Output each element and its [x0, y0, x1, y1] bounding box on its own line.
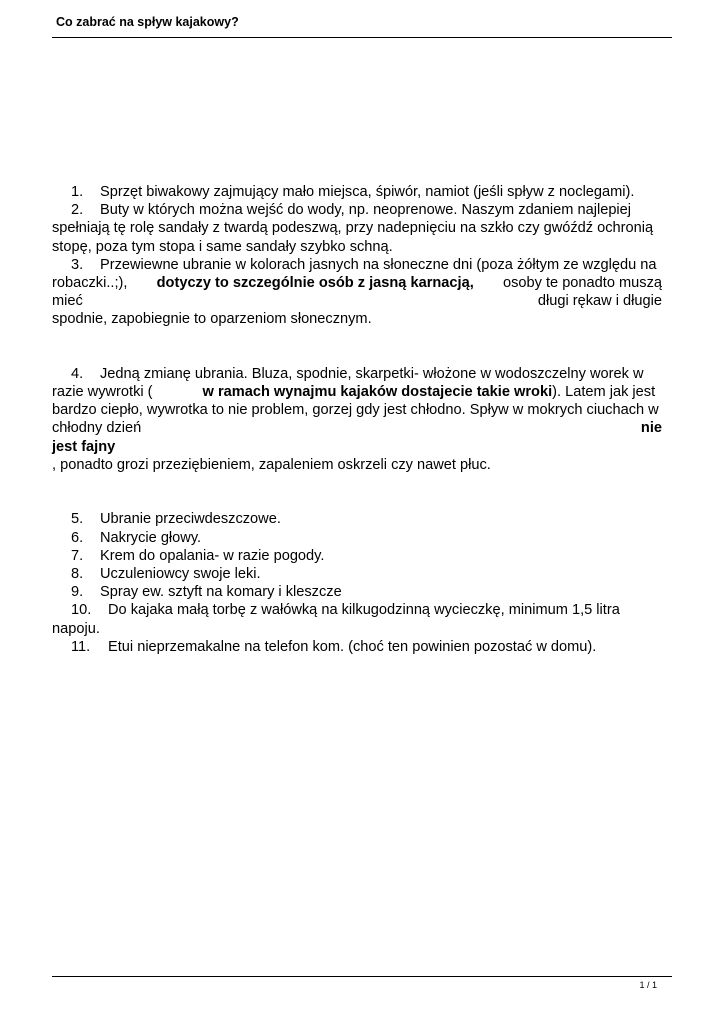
list-text: długi rękaw i długie	[537, 293, 662, 310]
list-text: stopę, poza tym stopa i same sandały szybko schną.	[52, 238, 393, 255]
emphasis-text: nie	[640, 420, 662, 437]
page-footer	[52, 976, 672, 990]
list-item-7	[52, 547, 662, 565]
list-number: 8.	[71, 565, 84, 582]
list-text: spodnie, zapobiegnie to oparzeniom słonecznym.	[52, 311, 372, 328]
list-item-10	[52, 601, 662, 637]
list-text: Jedną zmianę ubrania. Bluza, spodnie, skarpetki- włożone w wodoszczelny worek w	[100, 365, 644, 382]
list-number: 11.	[71, 638, 91, 655]
emphasis-text: dotyczy to szczególnie osób z jasną karnacją,	[156, 274, 474, 291]
list-number: 2.	[71, 202, 84, 219]
list-number: 4.	[71, 365, 84, 382]
list-number: 5.	[71, 511, 84, 528]
list-text: bardzo ciepło, wywrotka to nie problem, gorzej gdy jest chłodno. Spływ w mokrych ciuchach w	[52, 402, 659, 419]
list-text: spełniają tę rolę sandały z twardą podeszwą, przy nadepnięciu na szkło czy gwóźdź ochronią	[52, 220, 654, 237]
emphasis-text: jest fajny	[52, 438, 116, 455]
list-text: Krem do opalania- w razie pogody.	[100, 547, 325, 564]
list-text: Ubranie przeciwdeszczowe.	[100, 511, 281, 528]
list-item-9	[52, 583, 662, 601]
list-text: napoju.	[52, 620, 100, 637]
list-text: chłodny dzień	[52, 420, 142, 437]
list-number: 7.	[71, 547, 84, 564]
list-text: ). Latem jak jest	[552, 384, 656, 401]
list-text: Do kajaka małą torbę z wałówką na kilkugodzinną wycieczkę, minimum 1,5 litra	[108, 602, 620, 619]
list-text: robaczki..;),	[52, 274, 128, 291]
list-text: Sprzęt biwakowy zajmujący mało miejsca, śpiwór, namiot (jeśli spływ z noclegami).	[100, 184, 635, 200]
list-item-11	[52, 638, 662, 656]
list-item-2	[52, 201, 662, 256]
list-item-6	[52, 529, 662, 547]
list-text: Spray ew. sztyft na komary i kleszcze	[100, 584, 342, 601]
list-text: Buty w których można wejść do wody, np. neoprenowe. Naszym zdaniem najlepiej	[100, 202, 632, 219]
list-item-3	[52, 256, 662, 329]
list-text: Etui nieprzemakalne na telefon kom. (choć ten powinien pozostać w domu).	[108, 638, 597, 655]
list-text: osoby te ponadto muszą	[502, 274, 662, 291]
list-text: Nakrycie głowy.	[100, 529, 202, 546]
list-item-4	[52, 365, 662, 474]
page-number: 1 / 1	[639, 980, 657, 990]
document-body	[52, 183, 662, 656]
list-text: razie wywrotki (	[52, 384, 153, 401]
list-text: mieć	[52, 293, 83, 310]
list-text: Przewiewne ubranie w kolorach jasnych na słoneczne dni (poza żółtym ze względu na	[100, 256, 657, 273]
list-item-1	[52, 183, 662, 201]
list-number: 3.	[71, 256, 84, 273]
list-text: Uczuleniowcy swoje leki.	[100, 565, 261, 582]
list-number: 10.	[71, 602, 92, 619]
list-number: 1.	[71, 184, 84, 200]
list-item-8	[52, 565, 662, 583]
page-title: Co zabrać na spływ kajakowy?	[56, 15, 239, 29]
emphasis-text: w ramach wynajmu kajaków dostajecie takie wroki	[202, 384, 553, 401]
list-item-5	[52, 510, 662, 528]
page-header	[52, 11, 672, 38]
list-text: , ponadto grozi przeziębieniem, zapaleniem oskrzeli czy nawet płuc.	[52, 456, 491, 473]
list-number: 9.	[71, 584, 84, 601]
list-number: 6.	[71, 529, 84, 546]
